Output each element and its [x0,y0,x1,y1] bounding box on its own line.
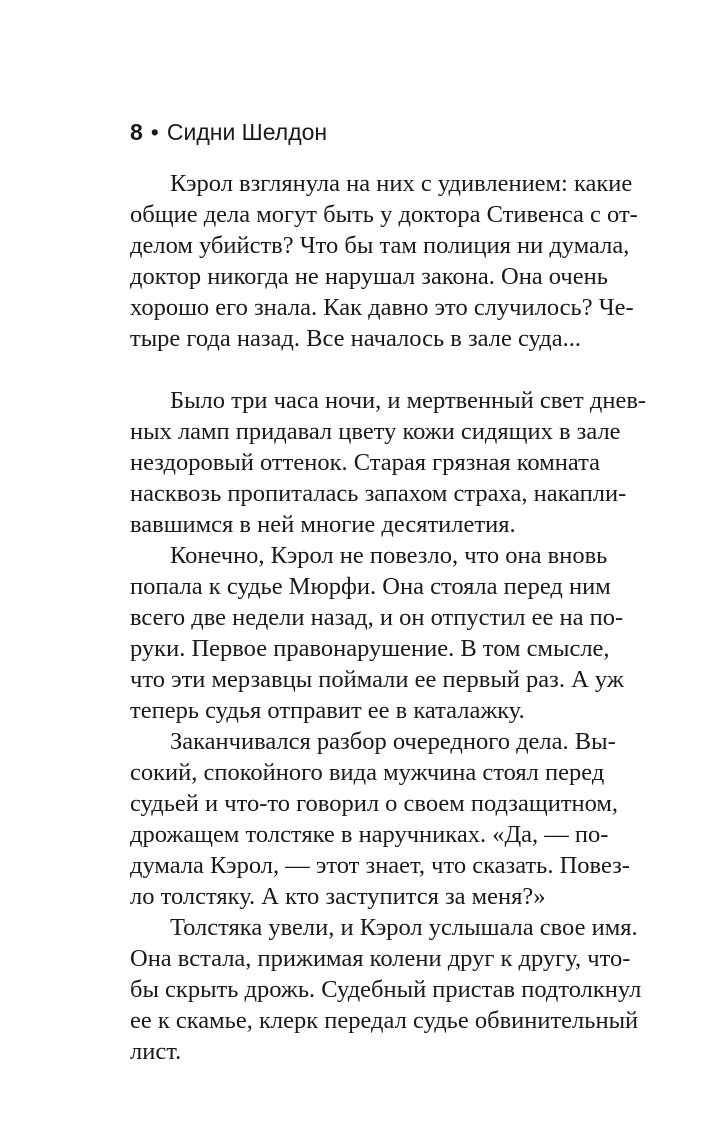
text-line: хорошо его знала. Как давно это случилось? Че- [130,294,634,321]
text-line: общие дела могут быть у доктора Стивенса с от- [130,201,638,228]
text-line: ло толстяку. А кто заступится за меня?» [130,883,546,910]
text-line: думала Кэрол, — этот знает, что сказать. Повез- [130,852,630,879]
text-line: судьей и что-то говорил о своем подзащитном, [130,790,619,817]
text-line: Толстяка увели, и Кэрол услышала свое имя. [170,914,638,941]
text-line: ных ламп придавал цвету кожи сидящих в зале [130,418,621,445]
author-name: Сидни Шелдон [166,119,328,145]
running-header [130,118,327,146]
text-line: насквозь пропиталась запахом страха, накапли- [130,480,627,507]
text-line: бы скрыть дрожь. Судебный пристав подтолкнул [130,976,642,1003]
text-line: Заканчивался разбор очередного дела. Вы- [170,728,616,755]
text-line: Она встала, прижимая колени друг к другу, что- [130,945,631,972]
text-line: сокий, спокойного вида мужчина стоял перед [130,759,605,786]
text-line: Кэрол взглянула на них с удивлением: какие [170,170,633,197]
text-line: Конечно, Кэрол не повезло, что она вновь [170,542,608,569]
header-separator: • [150,119,159,145]
text-line: что эти мерзавцы поймали ее первый раз. А уж [130,666,624,693]
text-line: доктор никогда не нарушал закона. Она очень [130,263,608,290]
text-line: нездоровый оттенок. Старая грязная комната [130,449,600,476]
text-line: ее к скамье, клерк передал судье обвинительный [130,1007,639,1034]
text-line: делом убийств? Что бы там полиция ни думала, [130,232,630,259]
page-number: 8 [130,119,143,145]
text-line: Было три часа ночи, и мертвенный свет днев- [170,387,647,414]
text-line: лист. [130,1038,182,1065]
text-line: тыре года назад. Все началось в зале суда... [130,325,581,352]
text-line: руки. Первое правонарушение. В том смысле, [130,635,610,662]
text-line: теперь судья отправит ее в каталажку. [130,697,525,724]
text-line: попала к судье Мюрфи. Она стояла перед ним [130,573,611,600]
text-line: всего две недели назад, и он отпустил ее на по- [130,604,624,631]
text-line: вавшимся в ней многие десятилетия. [130,511,516,538]
text-line: дрожащем толстяке в наручниках. «Да, — по- [130,821,609,848]
